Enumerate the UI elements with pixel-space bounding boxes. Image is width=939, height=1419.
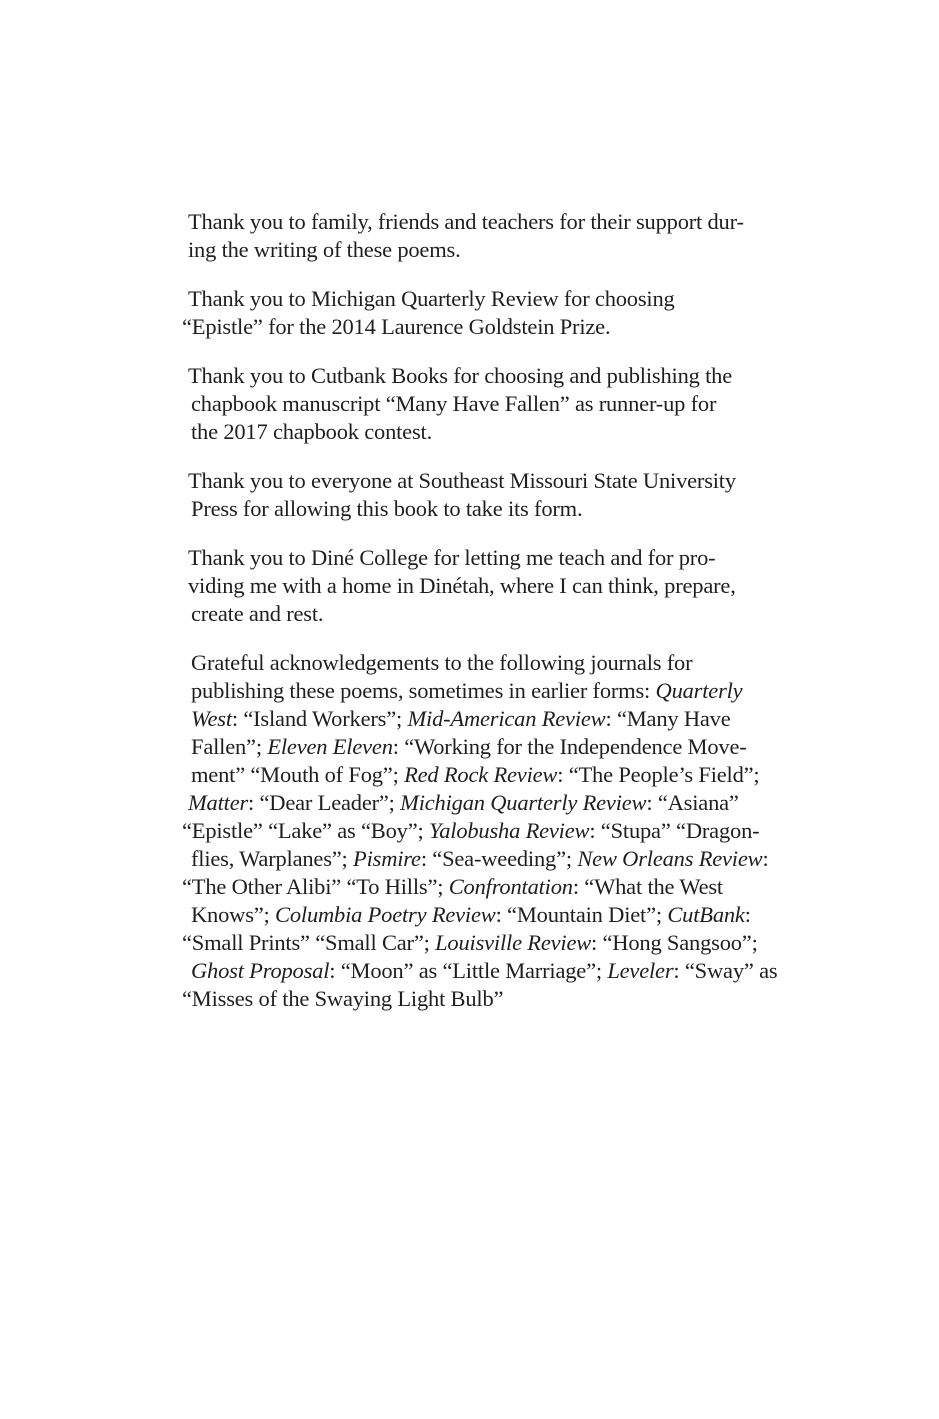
- text-segment: : “Sway” as: [673, 958, 778, 983]
- text-segment: publishing these poems, sometimes in earlier forms:: [191, 678, 656, 703]
- text-segment: : “Sea-weeding”;: [420, 846, 578, 871]
- text-line: [188, 362, 788, 390]
- text-segment: viding me with a home in Dinétah, where I can think, prepare,: [188, 573, 736, 598]
- text-line: [188, 208, 788, 236]
- text-line: [191, 495, 788, 523]
- text-segment: : “Island Workers”;: [231, 706, 408, 731]
- text-segment: “Epistle” “Lake” as “Boy”;: [182, 818, 429, 843]
- journal-title: CutBank: [667, 902, 745, 927]
- text-segment: : “Hong Sangsoo”;: [591, 930, 758, 955]
- journal-title: Confrontation: [448, 874, 573, 899]
- text-segment: create and rest.: [191, 601, 324, 626]
- acknowledgements-text: [182, 208, 788, 1034]
- journal-title: Matter: [188, 790, 249, 815]
- text-segment: : “Moon” as “Little Marriage”;: [329, 958, 608, 983]
- text-line: [191, 677, 788, 705]
- text-segment: :: [762, 846, 769, 871]
- journal-title: Leveler: [607, 958, 674, 983]
- text-segment: flies, Warplanes”;: [191, 846, 354, 871]
- text-line: [182, 985, 788, 1013]
- text-segment: “Small Prints” “Small Car”;: [182, 930, 436, 955]
- text-segment: Thank you to everyone at Southeast Missouri State University: [188, 468, 736, 493]
- text-segment: “The Other Alibi” “To Hills”;: [182, 874, 449, 899]
- acknowledgement-paragraph: [182, 649, 788, 1013]
- text-segment: : “What the West: [572, 874, 723, 899]
- text-segment: : “Many Have: [605, 706, 731, 731]
- text-segment: Grateful acknowledgements to the following journals for: [191, 650, 693, 675]
- acknowledgement-paragraph: [188, 208, 788, 264]
- text-line: [191, 845, 788, 873]
- text-segment: :: [744, 902, 751, 927]
- text-line: [191, 901, 788, 929]
- journal-title: Columbia Poetry Review: [275, 902, 496, 927]
- acknowledgement-paragraph: [188, 362, 788, 446]
- text-line: [191, 957, 788, 985]
- text-segment: : “Working for the Independence Move-: [392, 734, 747, 759]
- acknowledgement-paragraph: [182, 285, 788, 341]
- text-segment: the 2017 chapbook contest.: [191, 419, 432, 444]
- text-segment: “Epistle” for the 2014 Laurence Goldstein Prize.: [182, 314, 611, 339]
- text-segment: chapbook manuscript “Many Have Fallen” as runner-up for: [191, 391, 717, 416]
- text-line: [182, 929, 788, 957]
- text-line: [188, 544, 788, 572]
- text-segment: Thank you to family, friends and teachers for their support dur-: [188, 209, 744, 234]
- text-line: [191, 705, 788, 733]
- text-segment: : “The People’s Field”;: [557, 762, 760, 787]
- text-line: [188, 572, 788, 600]
- journal-title: Michigan Quarterly Review: [400, 790, 647, 815]
- journal-title: Pismire: [353, 846, 421, 871]
- text-segment: Knows”;: [191, 902, 276, 927]
- text-line: [191, 649, 788, 677]
- text-segment: ment” “Mouth of Fog”;: [191, 762, 405, 787]
- journal-title: Red Rock Review: [404, 762, 558, 787]
- text-segment: Thank you to Diné College for letting me teach and for pro-: [188, 545, 716, 570]
- journal-title: Quarterly: [655, 678, 743, 703]
- text-segment: : “Mountain Diet”;: [495, 902, 668, 927]
- text-line: [191, 733, 788, 761]
- text-line: [182, 313, 788, 341]
- text-line: [188, 236, 788, 264]
- text-segment: : “Stupa” “Dragon-: [589, 818, 760, 843]
- text-line: [188, 467, 788, 495]
- acknowledgement-paragraph: [188, 467, 788, 523]
- journal-title: Mid-American Review: [407, 706, 606, 731]
- text-line: [191, 761, 788, 789]
- text-line: [182, 873, 788, 901]
- journal-title: Eleven Eleven: [267, 734, 393, 759]
- text-line: [191, 418, 788, 446]
- text-line: [188, 789, 788, 817]
- text-line: [191, 600, 788, 628]
- journal-title: New Orleans Review: [577, 846, 763, 871]
- journal-title: West: [191, 706, 232, 731]
- text-segment: Fallen”;: [191, 734, 268, 759]
- text-segment: : “Dear Leader”;: [248, 790, 401, 815]
- journal-title: Yalobusha Review: [428, 818, 590, 843]
- acknowledgement-paragraph: [188, 544, 788, 628]
- text-segment: Thank you to Cutbank Books for choosing and publishing the: [188, 363, 732, 388]
- text-line: [191, 390, 788, 418]
- text-segment: Press for allowing this book to take its form.: [191, 496, 583, 521]
- text-segment: ing the writing of these poems.: [188, 237, 461, 262]
- text-segment: Thank you to Michigan Quarterly Review for choosing: [188, 286, 675, 311]
- journal-title: Ghost Proposal: [191, 958, 330, 983]
- text-line: [182, 817, 788, 845]
- text-line: [188, 285, 788, 313]
- text-segment: : “Asiana”: [646, 790, 739, 815]
- text-segment: “Misses of the Swaying Light Bulb”: [182, 986, 504, 1011]
- journal-title: Louisville Review: [435, 930, 592, 955]
